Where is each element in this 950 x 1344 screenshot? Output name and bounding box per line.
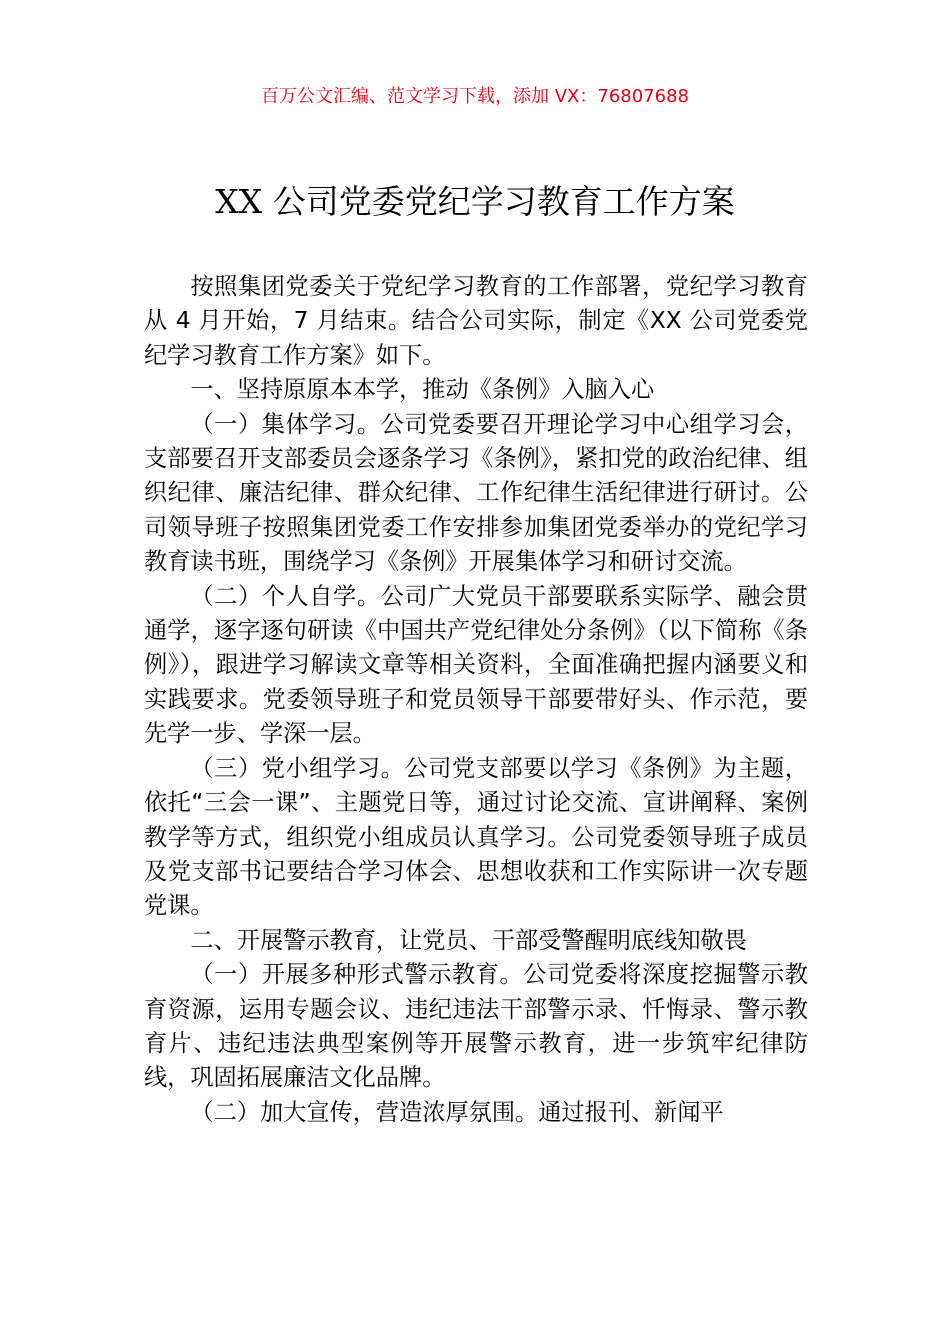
paragraph-party-group-study: （三）党小组学习。公司党支部要以学习《条例》为主题，依托“三会一课”、主题党日等，通过讨论交流、宣讲阐释、案例教学等方式，组织党小组成员认真学习。公司党委领导班子成员及党支部书记要结合学习体会、思想收获和工作实际讲一次专题党课。 [144,754,808,920]
document-title: XX 公司党委党纪学习教育工作方案 [215,182,735,221]
section-heading-2: 二、开展警示教育，让党员、干部受警醒明底线知敬畏 [190,926,747,954]
paragraph-warning-education: （一）开展多种形式警示教育。公司党委将深度挖掘警示教育资源，运用专题会议、违纪违法干部警示录、忏悔录、警示教育片、违纪违法典型案例等开展警示教育，进一步筑牢纪律防线，巩固拓展廉洁文化品牌。 [144,961,808,1092]
paragraph-self-study: （二）个人自学。公司广大党员干部要联系实际学、融会贯通学，逐字逐句研读《中国共产党纪律处分条例》（以下简称《条例》），跟进学习解读文章等相关资料，全面准确把握内涵要义和实践要求。党委领导班子和党员领导干部要带好头、作示范，要先学一步、学深一层。 [144,582,808,748]
document-body [144,270,808,1130]
paragraph-publicity: （二）加大宣传，营造浓厚氛围。通过报刊、新闻平 [190,1098,724,1126]
section-heading-1: 一、坚持原原本本学，推动《条例》入脑入心 [190,376,655,404]
header-note: 百万公文汇编、范文学习下载，添加 VX：76807688 [261,86,689,107]
paragraph-intro: 按照集团党委关于党纪学习教育的工作部署，党纪学习教育从 4 月开始，7 月结束。结合公司实际，制定《XX 公司党委党纪学习教育工作方案》如下。 [144,273,808,369]
paragraph-collective-study: （一）集体学习。公司党委要召开理论学习中心组学习会，支部要召开支部委员会逐条学习《条例》，紧扣党的政治纪律、组织纪律、廉洁纪律、群众纪律、工作纪律生活纪律进行研讨。公司领导班子按照集团党委工作安排参加集团党委举办的党纪学习教育读书班，围绕学习《条例》开展集体学习和研讨交流。 [144,410,808,576]
